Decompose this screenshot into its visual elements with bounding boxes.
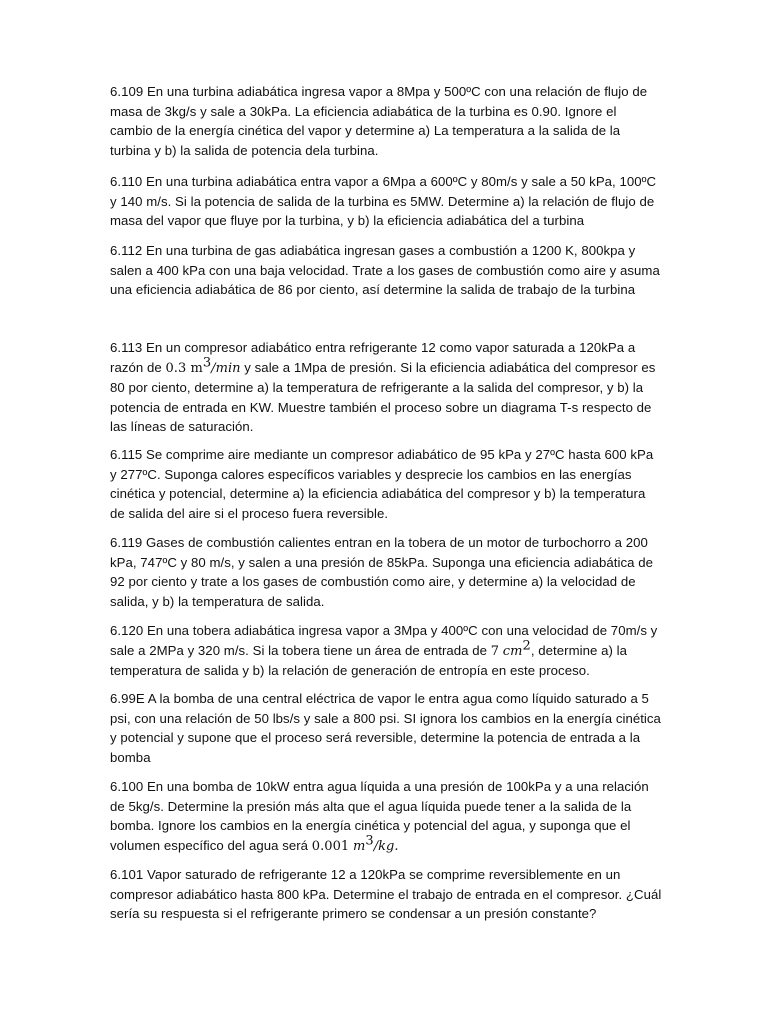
problem-6-99e: 6.99E A la bomba de una central eléctrica de vapor le entra agua como líquido saturado a 5 psi, con una relación de 50 lbs/s y sale a 800 psi. SI ignora los cambios en la energía cinética y potencial y supone que el proceso será reversible, determine la potencia de entrada a la bomba [110, 691, 661, 765]
problem-6-120-text-b: , determine a) la temperatura de salida y b) la relación de generación de entropía en este proceso. [110, 642, 627, 679]
problem-6-120-area-unit: cm [502, 643, 523, 659]
problem-6-113-flow-unit: /min [211, 360, 241, 376]
problem-6-120 [110, 621, 662, 681]
problem-6-110: 6.110 En una turbina adiabática entra vapor a 6Mpa a 600ºC y 80m/s y sale a 50 kPa, 100ºC y 140 m/s. Si la potencia de salida de la turbina es 5MW. Determine a) la relación de flujo de masa del vapor que fluye por la turbina, y b) la eficiencia adiabática del a turbina [110, 174, 657, 229]
problem-6-113-flow-exponent: 3 [202, 355, 212, 371]
problem-6-100-volume-unit: m [352, 838, 366, 854]
problem-6-113-flow-value: 0.3 m [165, 360, 203, 376]
problem-6-100-text-a: 6.100 En una bomba de 10kW entra agua líquida a una presión de 100kPa y a una relación de 5kg/s. Determine la presión más alta que el agua líquida puede tener a la salida de la bomba. Ignore los cambios en la energía cinética y potencial del agua, y suponga que el volumen específico del agua será [110, 779, 649, 853]
problem-6-113 [110, 338, 662, 437]
problem-6-120-area-exponent: 2 [522, 638, 531, 654]
problem-6-115: 6.115 Se comprime aire mediante un compresor adiabático de 95 kPa y 27ºC hasta 600 kPa y 277ºC. Suponga calores específicos variables y desprecie los cambios en las energías cinética y potencial, determine a) la eficiencia adiabática del compresor y b) la temperatura de salida del aire si el proceso fuera reversible. [110, 447, 654, 521]
problem-6-100-volume-value: 0.001 [311, 838, 350, 854]
problem-6-113-text-b: y sale a 1Mpa de presión. Si la eficiencia adiabática del compresor es 80 por ciento, determine a) la temperatura de refrigerante a la salida del compresor, y b) la potencia de entrada en KW. Muestre también el proceso sobre un diagrama T-s respecto de las líneas de saturación. [110, 359, 656, 435]
problem-6-109: 6.109 En una turbina adiabática ingresa vapor a 8Mpa y 500ºC con una relación de flujo de masa de 3kg/s y sale a 30kPa. La eficiencia adiabática de la turbina es 0.90. Ignore el cambio de la energía cinética del vapor y determine a) La temperatura a la salida de la turbina y b) la salida de potencia dela turbina. [110, 84, 648, 158]
problem-6-100 [110, 777, 662, 856]
problem-6-119: 6.119 Gases de combustión calientes entran en la tobera de un motor de turbochorro a 200 kPa, 747ºC y 80 m/s, y salen a una presión de 85kPa. Suponga una eficiencia adiabática de 92 por ciento y trate a los gases de combustión como aire, y determine a) la velocidad de salida, y b) la temperatura de salida. [110, 535, 653, 609]
problem-6-101: 6.101 Vapor saturado de refrigerante 12 a 120kPa se comprime reversiblemente en un compresor adiabático hasta 800 kPa. Determine el trabajo de entrada en el compresor. ¿Cuál sería su respuesta si el refrigerante primero se condensar a un presión constante? [110, 867, 662, 922]
problem-6-113-text-a: 6.113 En un compresor adiabático entra refrigerante 12 como vapor saturada a 120kPa a razón de [110, 340, 636, 375]
problem-6-112: 6.112 En una turbina de gas adiabática ingresan gases a combustión a 1200 K, 800kpa y salen a 400 kPa con una baja velocidad. Trate a los gases de combustión como aire y asuma una eficiencia adiabática de 86 por ciento, así determine la salida de trabajo de la turbina [110, 243, 660, 298]
problem-6-100-volume-tail: /kg. [373, 838, 399, 854]
problem-6-120-area-value: 7 [490, 643, 500, 659]
problem-6-120-text-a: 6.120 En una tobera adiabática ingresa vapor a 3Mpa y 400ºC con una velocidad de 70m/s y sale a 2MPa y 320 m/s. Si la tobera tiene un área de entrada de [110, 623, 658, 658]
problem-6-100-volume-exponent: 3 [365, 833, 374, 849]
